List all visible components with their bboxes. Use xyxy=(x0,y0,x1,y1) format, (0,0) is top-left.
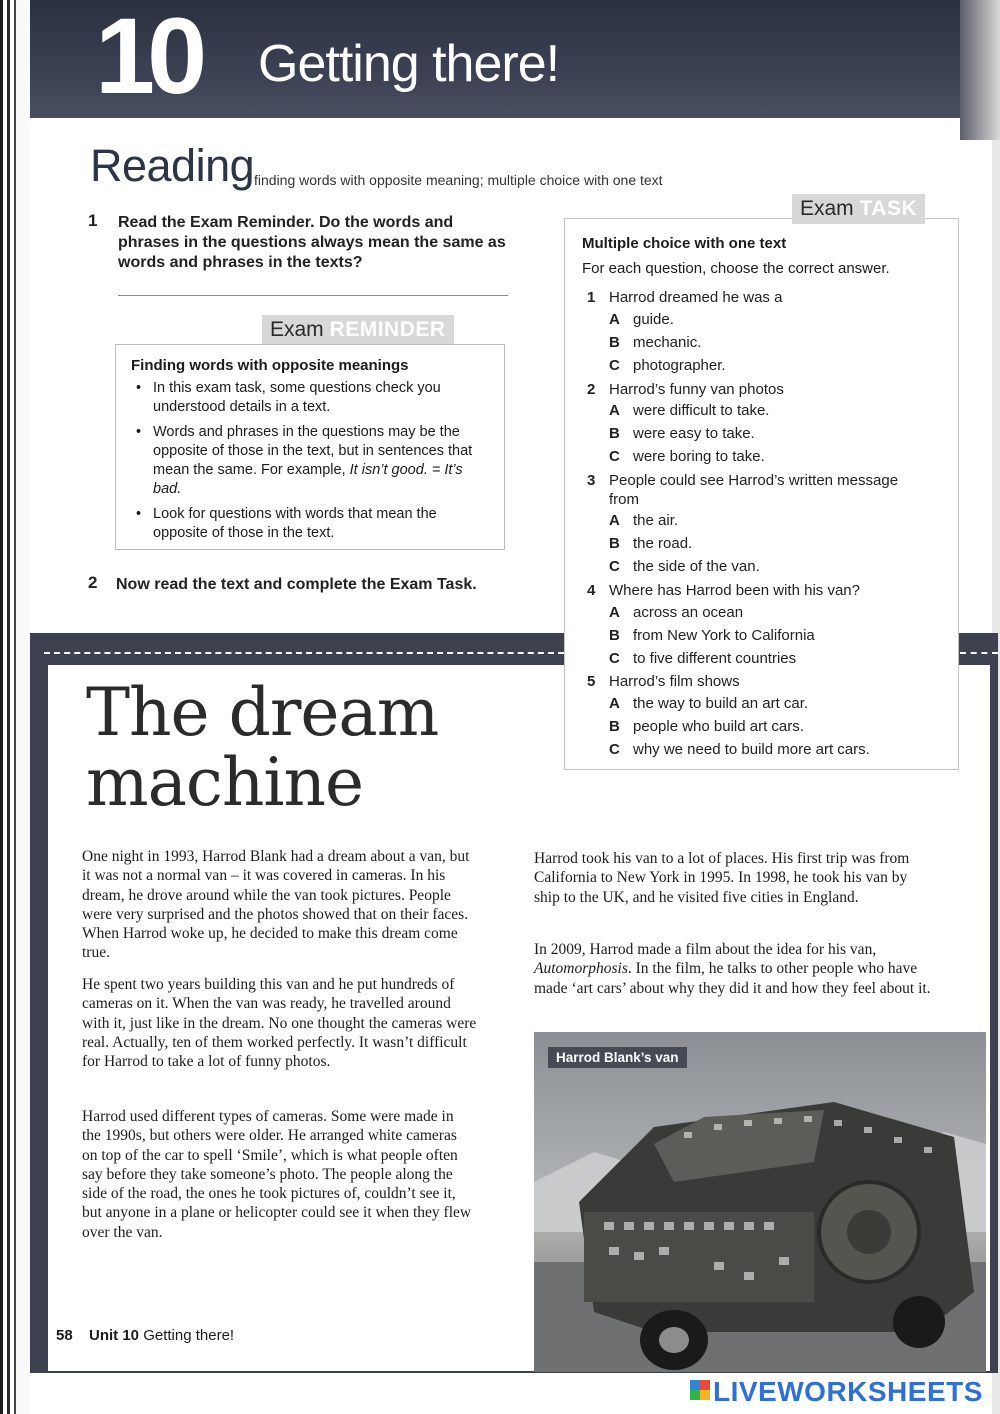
article-paragraph: Harrod used different types of cameras. Some were made in the 1990s, but others were older. He arranged white cameras on top of the car to spell ‘Smile’, which is what people often say before they take someone’s photo. The people along the side of the road, the ones he took pictures of, couldn’t see it, but anyone in a plane or helicopter could see it when they flew over the van. xyxy=(82,1108,472,1241)
example-text: It isn’t good. = It’s bad. xyxy=(153,462,463,497)
question-text: Read the Exam Reminder. Do the words and phrases in the questions always mean the same as words and phrases in the texts? xyxy=(118,214,506,271)
photo-caption: Harrod Blank’s van xyxy=(548,1047,687,1068)
reminder-bullet: • In this exam task, some questions check you understood details in a text. xyxy=(131,379,491,417)
answer-option[interactable]: C the side of the van. xyxy=(609,558,760,575)
section-subtitle: finding words with opposite meaning; multiple choice with one text xyxy=(254,172,663,188)
answer-option[interactable]: A the air. xyxy=(609,512,679,529)
answer-option[interactable]: C photographer. xyxy=(609,357,726,374)
answer-option[interactable]: B people who build art cars. xyxy=(609,718,804,735)
tag-word: Exam xyxy=(800,197,854,220)
answer-option[interactable]: C why we need to build more art cars. xyxy=(609,741,870,758)
answer-option[interactable]: B the road. xyxy=(609,535,693,552)
reminder-heading: Finding words with opposite meanings xyxy=(131,357,409,374)
divider xyxy=(118,295,508,296)
unit-number: 10 xyxy=(95,0,200,116)
answer-option[interactable]: B mechanic. xyxy=(609,334,702,351)
answer-option[interactable]: A the way to build an art car. xyxy=(609,695,809,712)
reminder-bullet: • Words and phrases in the questions may be the opposite of those in the text, but in sentences that mean the same. For example, It isn’t good. = It’s bad. xyxy=(131,423,491,499)
article-title: The dream machine xyxy=(86,674,439,821)
banner-edge xyxy=(960,0,1000,140)
answer-option[interactable]: C were boring to take. xyxy=(609,448,765,465)
unit-title: Getting there! xyxy=(258,35,560,93)
reminder-list xyxy=(131,379,491,549)
article-paragraph: Harrod took his van to a lot of places. His first trip was from California to New York in 1995. In 1998, he took his van by ship to the UK, and he visited five cities in England. xyxy=(534,850,910,906)
tag-word: Exam xyxy=(270,318,324,341)
article-paragraph: He spent two years building this van and he put hundreds of cameras on it. When the van was ready, he travelled around with it, just like in the dream. No one thought the cameras were real. Actually, ten of them worked perfectly. It wasn’t difficult for Harrod to take a lot of funny photos. xyxy=(82,976,477,1071)
dashed-divider xyxy=(44,652,564,654)
answer-option[interactable]: C to five different countries xyxy=(609,650,797,667)
footer-unit: Unit 10 Getting there! xyxy=(89,1327,235,1344)
task-instruction: For each question, choose the correct answer. xyxy=(582,260,890,277)
answer-option[interactable]: A across an ocean xyxy=(609,604,744,621)
page-edge xyxy=(0,0,30,1414)
van-photo xyxy=(534,1032,986,1372)
question-number: 2 xyxy=(88,573,98,592)
tag-strong: TASK xyxy=(859,197,918,220)
page-number: 58 xyxy=(56,1327,73,1344)
reminder-bullet: • Look for questions with words that mean the opposite of those in the text. xyxy=(131,505,491,543)
dashed-divider xyxy=(960,652,998,654)
answer-option[interactable]: B were easy to take. xyxy=(609,425,755,442)
liveworksheets-logo-icon xyxy=(690,1380,710,1400)
van-photo-drawing xyxy=(534,1032,986,1372)
question-number: 1 xyxy=(88,211,98,230)
answer-option[interactable]: A were difficult to take. xyxy=(609,402,770,419)
exam-reminder-tag xyxy=(262,315,454,345)
tag-strong: REMINDER xyxy=(329,318,446,341)
film-title: Automorphosis xyxy=(534,960,628,978)
exam-task-tag xyxy=(792,194,925,224)
article-paragraph: One night in 1993, Harrod Blank had a dream about a van, but it was not a normal van – it was covered in cameras. In his dream, he drove around while the van took pictures. People were very surprised and the photos showed that on their faces. When Harrod woke up, he decided to make this dream come true. xyxy=(82,848,470,962)
answer-option[interactable]: A guide. xyxy=(609,311,674,328)
section-title: Reading xyxy=(90,140,255,191)
watermark: LIVEWORKSHEETS xyxy=(690,1376,983,1408)
task-heading: Multiple choice with one text xyxy=(582,235,787,252)
question-text: Now read the text and complete the Exam Task. xyxy=(116,576,477,593)
answer-option[interactable]: B from New York to California xyxy=(609,627,815,644)
article-paragraph: In 2009, Harrod made a film about the idea for his van, Automorphosis. In the film, he talks to other people who have made ‘art cars’ about why they did it and how they feel about it. xyxy=(534,941,931,997)
